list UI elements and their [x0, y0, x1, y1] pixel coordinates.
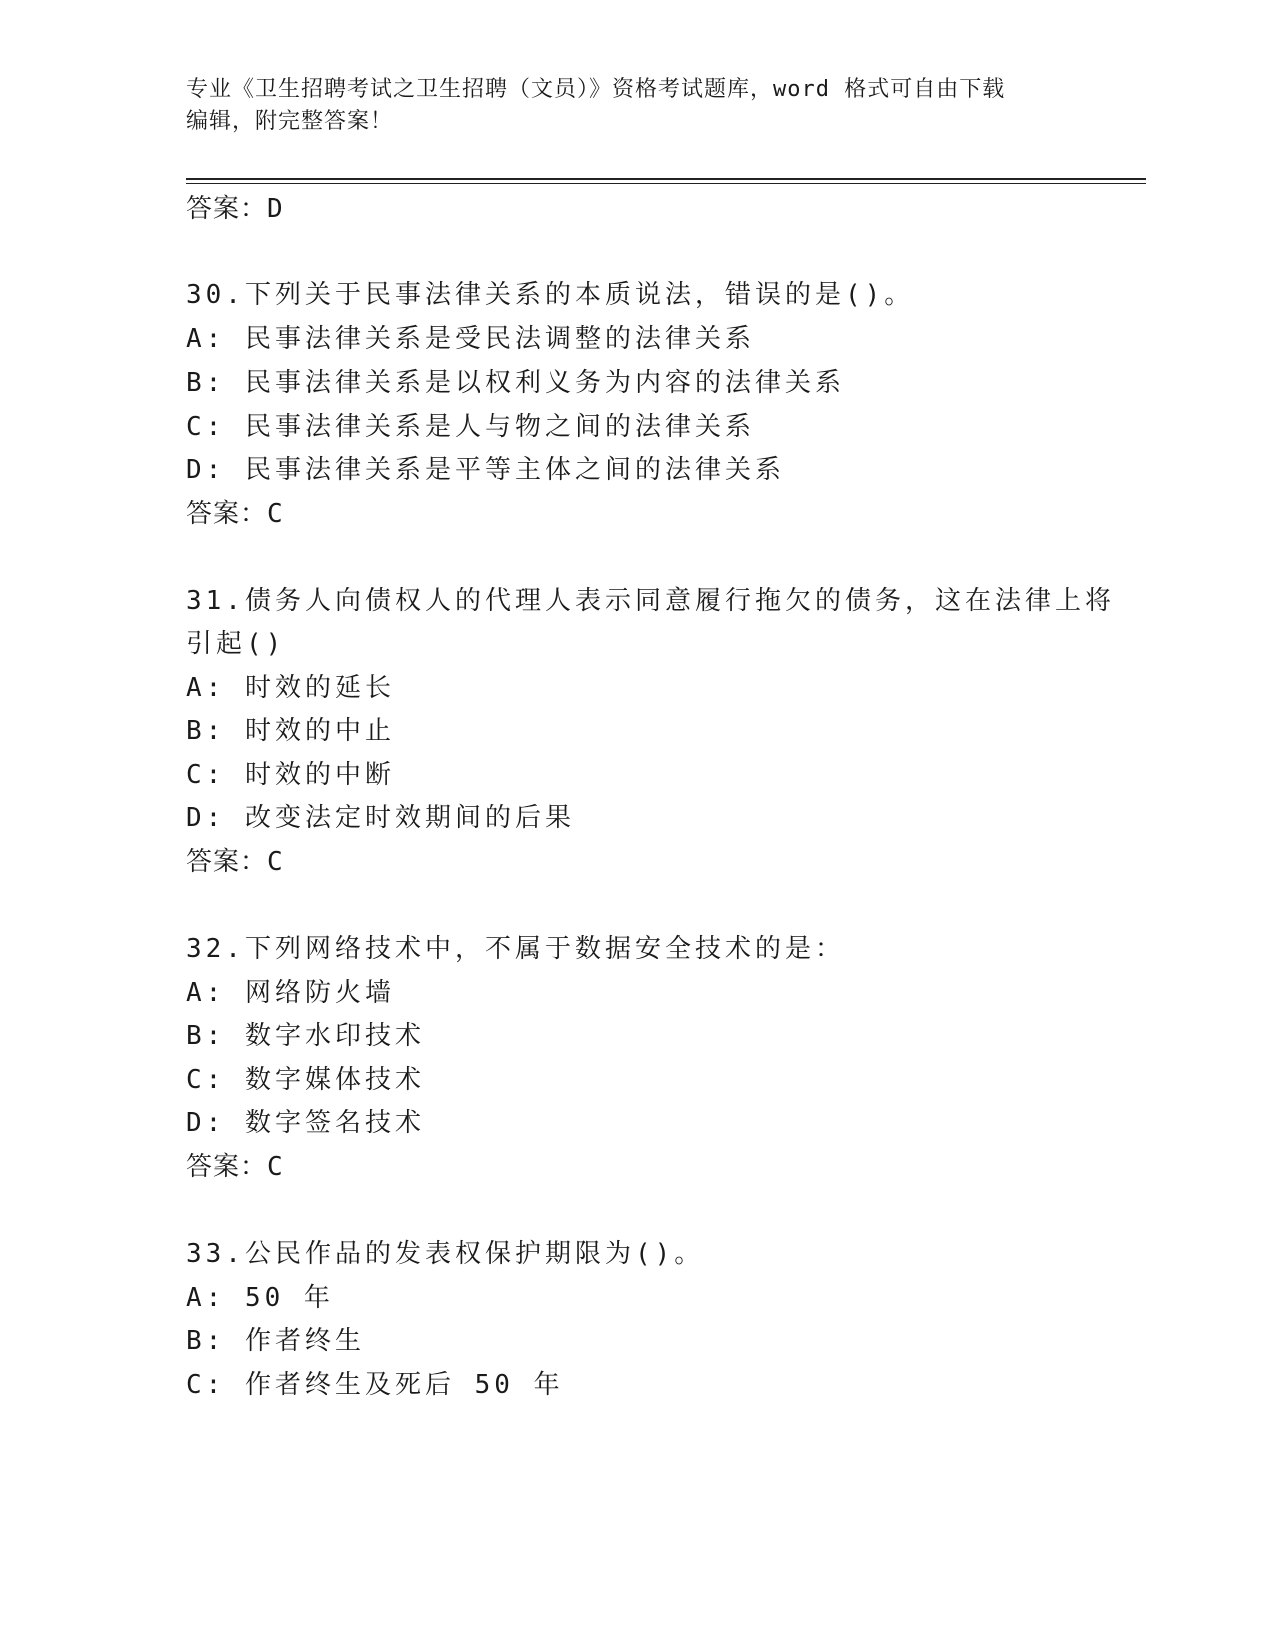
- question-30-stem: 30.下列关于民事法律关系的本质说法，错误的是()。: [186, 280, 915, 310]
- document-page: [186, 0, 1146, 1650]
- question-32-option-c: C: 数字媒体技术: [186, 1065, 425, 1095]
- question-33-option-b: B: 作者终生: [186, 1326, 365, 1356]
- header-line-2: 编辑，附完整答案！: [186, 109, 394, 134]
- question-31-option-c: C: 时效的中断: [186, 760, 395, 790]
- question-33-option-c: C: 作者终生及死后 50 年: [186, 1370, 564, 1400]
- question-31-option-d: D: 改变法定时效期间的后果: [186, 803, 575, 833]
- question-31-option-a: A: 时效的延长: [186, 673, 395, 703]
- question-31-answer: 答案：C: [186, 847, 284, 877]
- question-31-option-b: B: 时效的中止: [186, 716, 395, 746]
- question-33-option-a: A: 50 年: [186, 1283, 334, 1313]
- question-31-stem-line-2: 引起(): [186, 629, 286, 659]
- question-30-option-b: B: 民事法律关系是以权利义务为内容的法律关系: [186, 368, 845, 398]
- question-32-answer: 答案：C: [186, 1152, 284, 1182]
- question-31-stem-line-1: 31.债务人向债权人的代理人表示同意履行拖欠的债务，这在法律上将: [186, 586, 1115, 616]
- previous-answer: 答案：D: [186, 194, 284, 224]
- question-32-option-d: D: 数字签名技术: [186, 1108, 425, 1138]
- question-32-option-b: B: 数字水印技术: [186, 1021, 425, 1051]
- question-33-stem: 33.公民作品的发表权保护期限为()。: [186, 1239, 705, 1269]
- question-30-option-a: A: 民事法律关系是受民法调整的法律关系: [186, 324, 755, 354]
- question-32-stem: 32.下列网络技术中，不属于数据安全技术的是：: [186, 934, 845, 964]
- document-header: [186, 74, 1066, 138]
- header-line-1: 专业《卫生招聘考试之卫生招聘（文员）》资格考试题库，word 格式可自由下载: [186, 77, 1006, 102]
- question-32-option-a: A: 网络防火墙: [186, 978, 395, 1008]
- question-30-answer: 答案：C: [186, 499, 284, 529]
- question-30-option-c: C: 民事法律关系是人与物之间的法律关系: [186, 412, 755, 442]
- question-30-option-d: D: 民事法律关系是平等主体之间的法律关系: [186, 455, 785, 485]
- header-divider: [186, 178, 1146, 184]
